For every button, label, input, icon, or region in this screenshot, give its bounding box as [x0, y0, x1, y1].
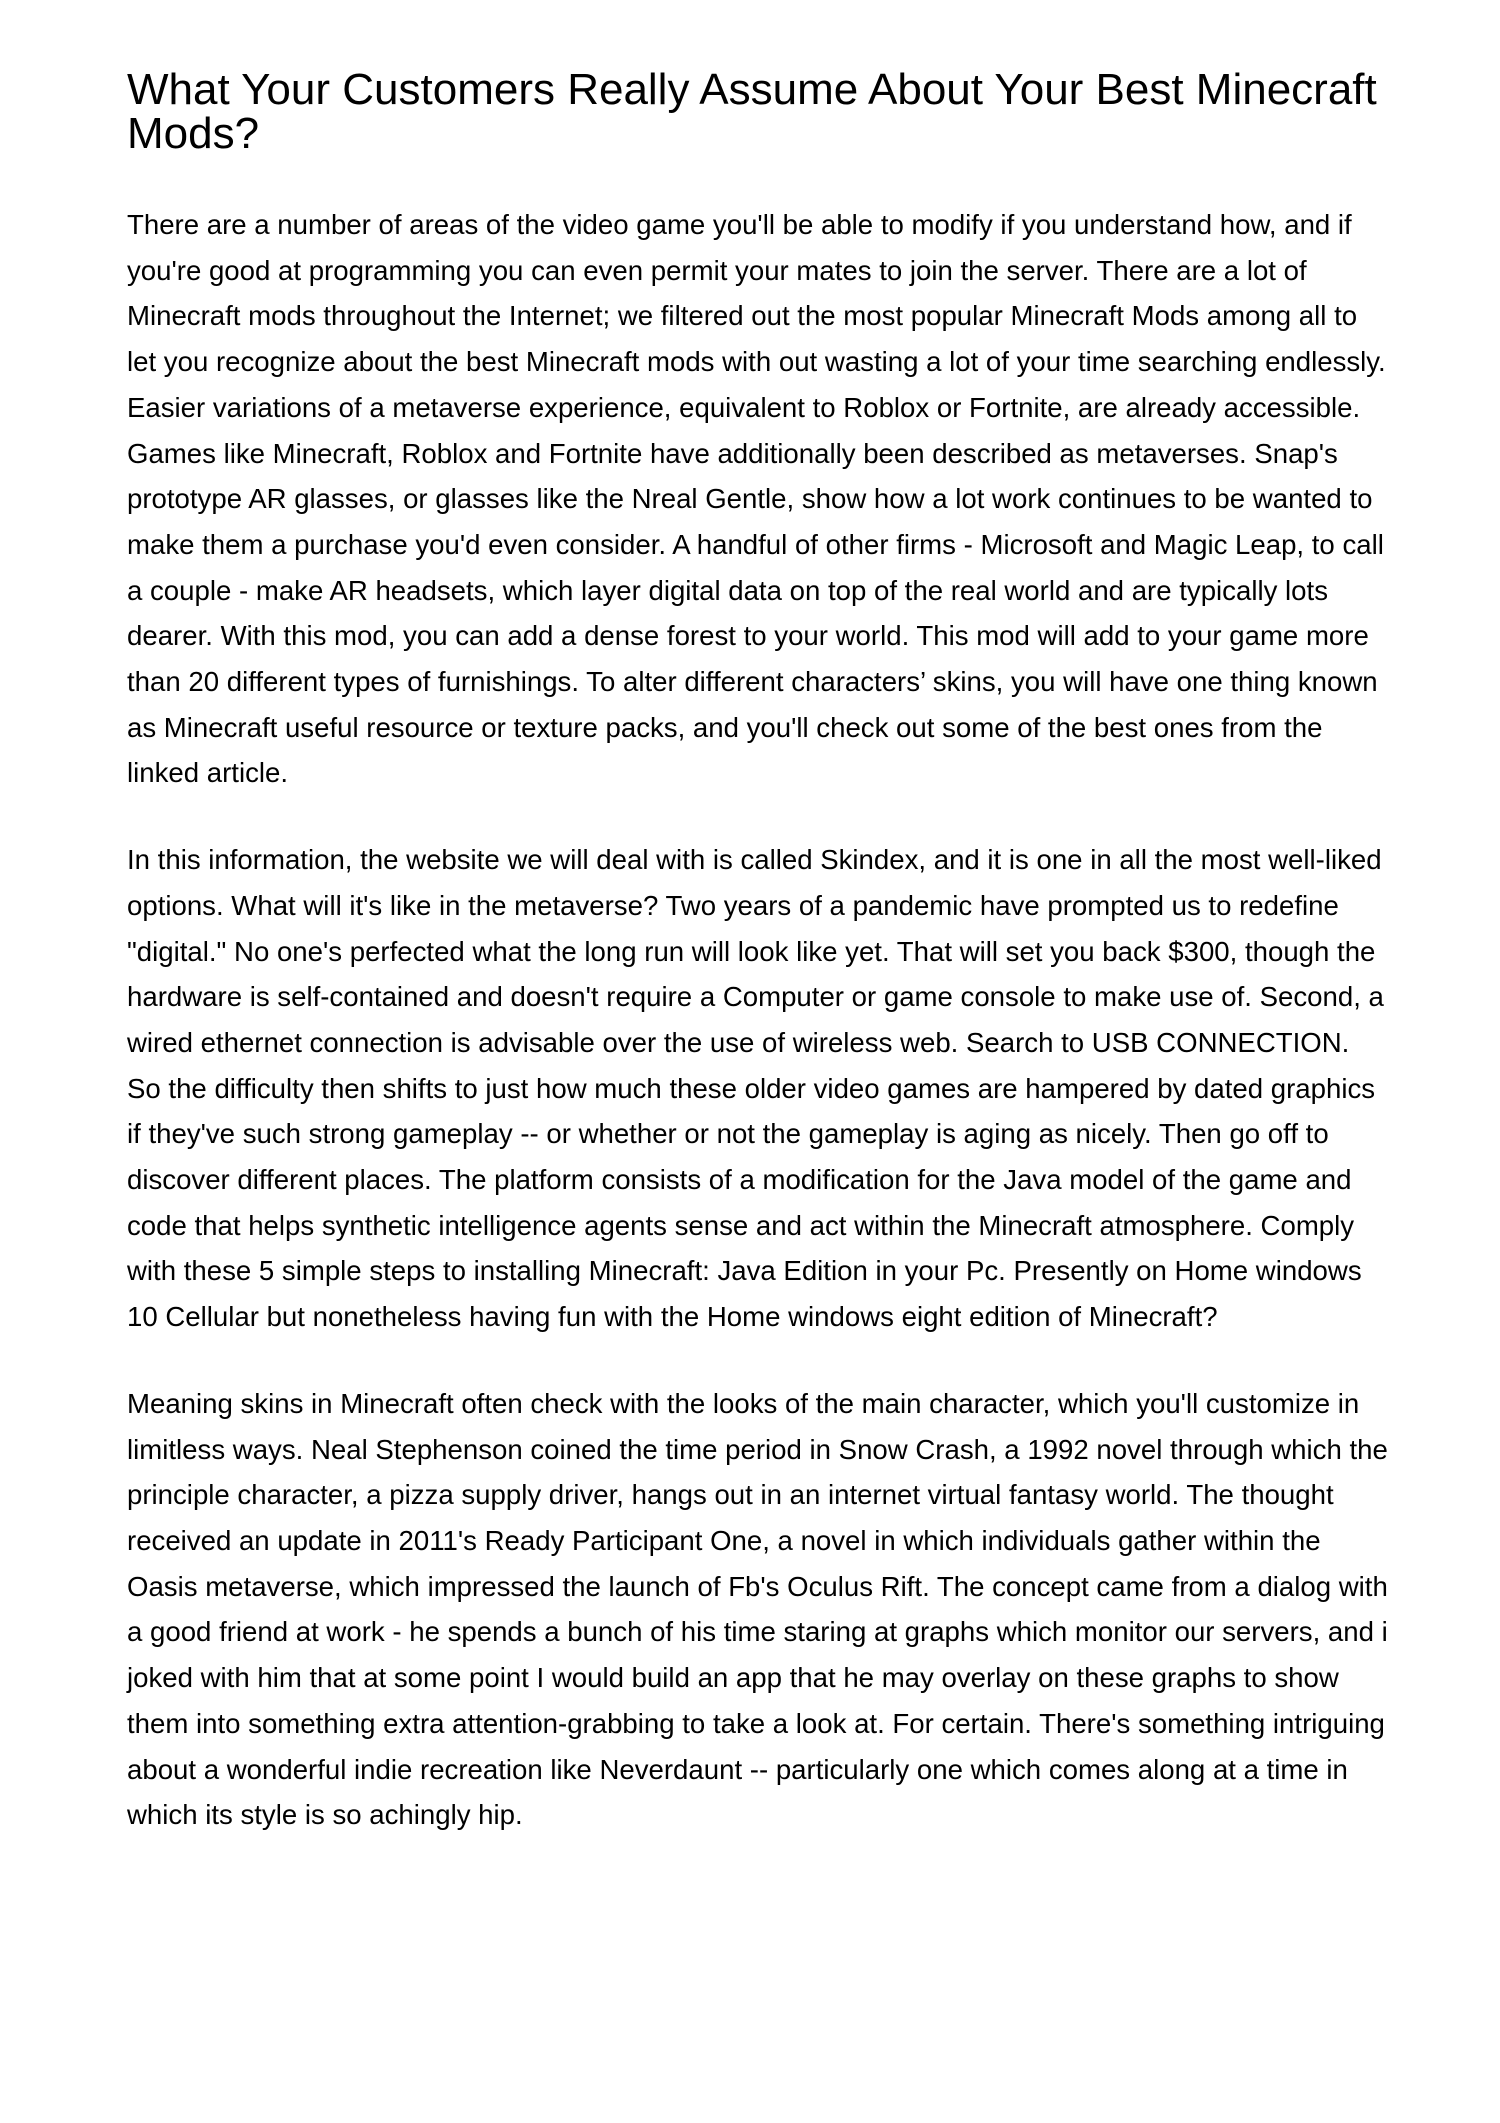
document-title: What Your Customers Really Assume About Your Best Minecraft Mods?: [127, 65, 1377, 158]
paragraph-3: Meaning skins in Minecraft often check with the looks of the main character, which you'll customize in limitless ways. Neal Stephenson coined the time period in Snow Crash, a 1992 novel through which the principle character, a pizza supply driver, hangs out in an internet virtual fantasy world. The thought received an update in 2011's Ready Participant One, a novel in which individuals gather within the Oasis metaverse, which impressed the launch of Fb's Oculus Rift. The concept came from a dialog with a good friend at work - he spends a bunch of his time staring at graphs which monitor our servers, and i joked with him that at some point I would build an app that he may overlay on these graphs to show them into something extra attention-grabbing to take a look at. For certain. There's something intriguing about a wonderful indie recreation like Neverdaunt -- particularly one which comes along at a time in which its style is so achingly hip.: [127, 1387, 1388, 1831]
paragraph-1: There are a number of areas of the video game you'll be able to modify if you understand how, and if you're good at programming you can even permit your mates to join the server. There are a lot of Minecraft mods throughout the Internet; we filtered out the most popular Minecraft Mods among all to let you recognize about the best Minecraft mods with out wasting a lot of your time searching endlessly. Easier variations of a metaverse experience, equivalent to Roblox or Fortnite, are already accessible. Games like Minecraft, Roblox and Fortnite have additionally been described as metaverses. Snap's prototype AR glasses, or glasses like the Nreal Gentle, show how a lot work continues to be wanted to make them a purchase you'd even consider. A handful of other firms - Microsoft and Magic Leap, to call a couple - make AR headsets, which layer digital data on top of the real world and are typically lots dearer. With this mod, you can add a dense forest to your world. This mod will add to your game more than 20 different types of furnishings. To alter different characters’ skins, you will have one thing known as Minecraft useful resource or texture packs, and you'll check out some of the best ones from the linked article.: [127, 209, 1386, 789]
paragraph-2: In this information, the website we will deal with is called Skindex, and it is one in all the most well-liked options. What will it's like in the metaverse? Two years of a pandemic have prompted us to redefine "digital." No one's perfected what the long run will look like yet. That will set you back $300, though the hardware is self-contained and doesn't require a Computer or game console to make use of. Second, a wired ethernet connection is advisable over the use of wireless web. Search to USB CONNECTION. So the difficulty then shifts to just how much these older video games are hampered by dated graphics if they've such strong gameplay -- or whether or not the gameplay is aging as nicely. Then go off to discover different places. The platform consists of a modification for the Java model of the game and code that helps synthetic intelligence agents sense and act within the Minecraft atmosphere. Comply with these 5 simple steps to installing Minecraft: Java Edition in your Pc. Presently on Home windows 10 Cellular but nonetheless having fun with the Home windows eight edition of Minecraft?: [127, 844, 1384, 1333]
document-page: [127, 65, 1389, 1838]
